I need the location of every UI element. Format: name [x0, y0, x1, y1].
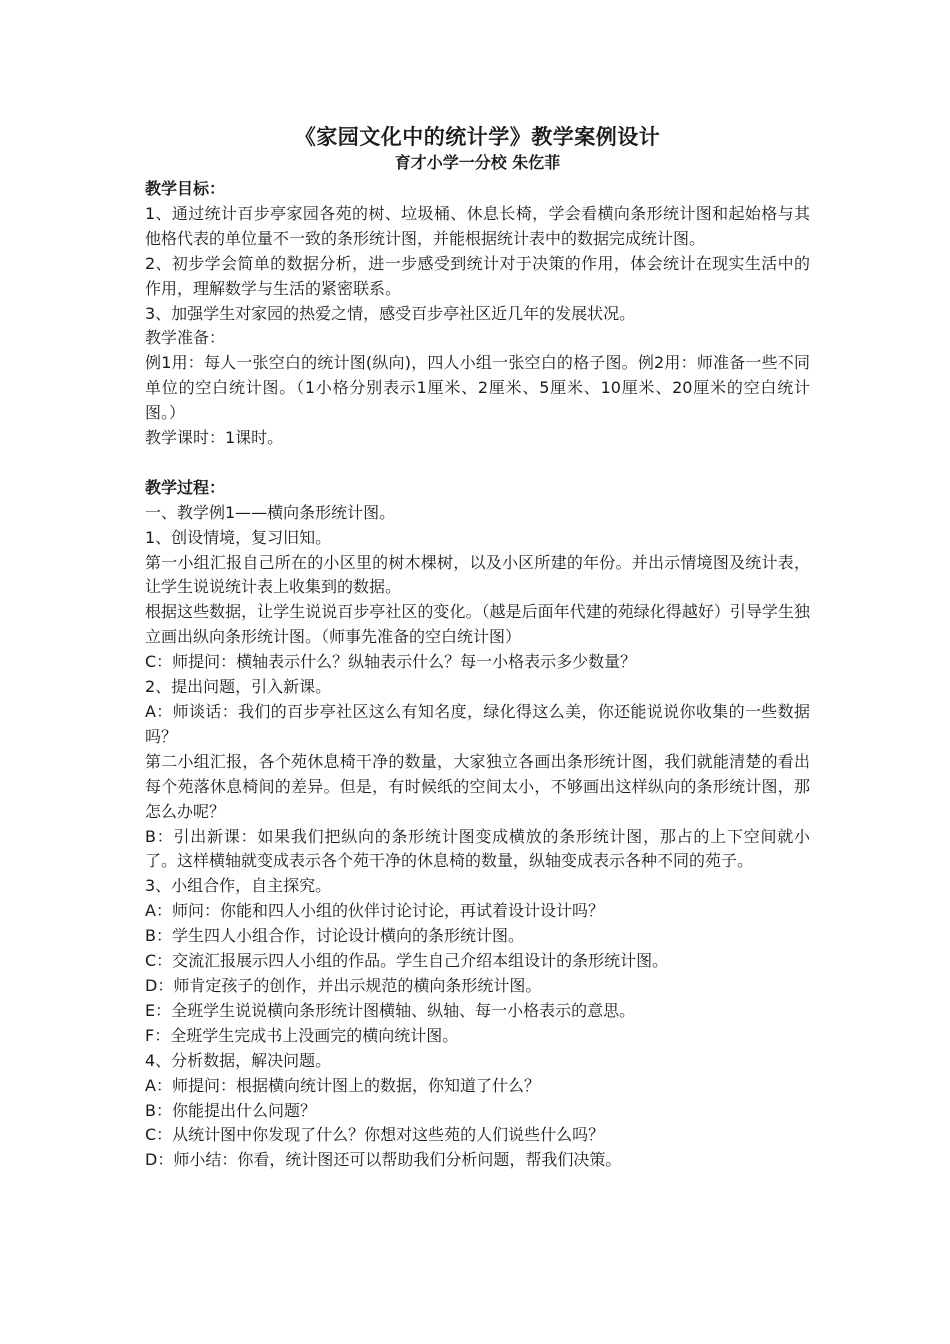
process-item: 一、教学例1——横向条形统计图。 [145, 502, 396, 522]
document-author: 育才小学一分校 朱仡菲 [394, 153, 561, 172]
process-item: B：你能提出什么问题？ [145, 1100, 316, 1120]
process-item: C：从统计图中你发现了什么？你想对这些苑的人们说些什么吗？ [145, 1125, 605, 1145]
objective-item: 3、加强学生对家园的热爱之情，感受百步亭社区近几年的发展状况。 [145, 303, 636, 323]
process-item: C：交流汇报展示四人小组的作品。学生自己介绍本组设计的条形统计图。 [145, 951, 669, 971]
document-title: 《家园文化中的统计学》教学案例设计 [294, 125, 661, 149]
process-item: E：全班学生说说横向条形统计图横轴、纵轴、每一小格表示的意思。 [145, 1000, 636, 1020]
process-item: 2、提出问题，引入新课。 [145, 677, 332, 697]
document-page [145, 122, 810, 1173]
prep-text: 例1用：每人一张空白的统计图(纵向)，四人小组一张空白的格子图。例2用：师准备一些不同单位的空白统计图。（1小格分别表示1厘米、2厘米、5厘米、10厘米、20厘米的空白统计图。） [145, 353, 810, 423]
objectives-heading: 教学目标： [145, 179, 226, 198]
process-item: A：师提问：根据横向统计图上的数据，你知道了什么？ [145, 1075, 540, 1095]
duration-text: 教学课时：1课时。 [145, 428, 284, 448]
blank-line [145, 451, 810, 476]
process-item: D：师小结：你看，统计图还可以帮助我们分析问题，帮我们决策。 [145, 1150, 622, 1170]
process-item: B：引出新课：如果我们把纵向的条形统计图变成横放的条形统计图，那占的上下空间就小了。这样横轴就变成表示各个苑干净的休息椅的数量，纵轴变成表示各种不同的苑子。 [145, 826, 810, 871]
objective-item: 1、通过统计百步亭家园各苑的树、垃圾桶、休息长椅，学会看横向条形统计图和起始格与其他格代表的单位量不一致的条形统计图，并能根据统计表中的数据完成统计图。 [145, 203, 810, 248]
process-item: 4、分析数据，解决问题。 [145, 1050, 332, 1070]
process-item: 第一小组汇报自己所在的小区里的树木棵树，以及小区所建的年份。并出示情境图及统计表，让学生说说统计表上收集到的数据。 [145, 552, 810, 597]
process-heading: 教学过程： [145, 477, 226, 497]
objective-item: 2、初步学会简单的数据分析，进一步感受到统计对于决策的作用，体会统计在现实生活中的作用，理解数学与生活的紧密联系。 [145, 253, 810, 298]
process-item: C：师提问：横轴表示什么？纵轴表示什么？每一小格表示多少数量？ [145, 652, 637, 672]
process-item: 1、创设情境，复习旧知。 [145, 527, 332, 547]
process-item: A：师问：你能和四人小组的伙伴讨论讨论，再试着设计设计吗？ [145, 901, 604, 921]
process-item: 第二小组汇报，各个苑休息椅干净的数量，大家独立各画出条形统计图，我们就能清楚的看出每个苑落休息椅间的差异。但是，有时候纸的空间太小，不够画出这样纵向的条形统计图，那怎么办呢？ [145, 751, 810, 821]
process-item: D：师肯定孩子的创作，并出示规范的横向条形统计图。 [145, 975, 542, 995]
process-item: B：学生四人小组合作，讨论设计横向的条形统计图。 [145, 926, 524, 946]
process-item: 3、小组合作，自主探究。 [145, 876, 332, 896]
process-item: 根据这些数据，让学生说说百步亭社区的变化。（越是后面年代建的苑绿化得越好）引导学生独立画出纵向条形统计图。（师事先准备的空白统计图） [145, 602, 810, 647]
prep-heading: 教学准备： [145, 328, 226, 348]
process-item: A：师谈话：我们的百步亭社区这么有知名度，绿化得这么美，你还能说说你收集的一些数据吗？ [145, 702, 810, 746]
process-item: F：全班学生完成书上没画完的横向统计图。 [145, 1025, 459, 1045]
